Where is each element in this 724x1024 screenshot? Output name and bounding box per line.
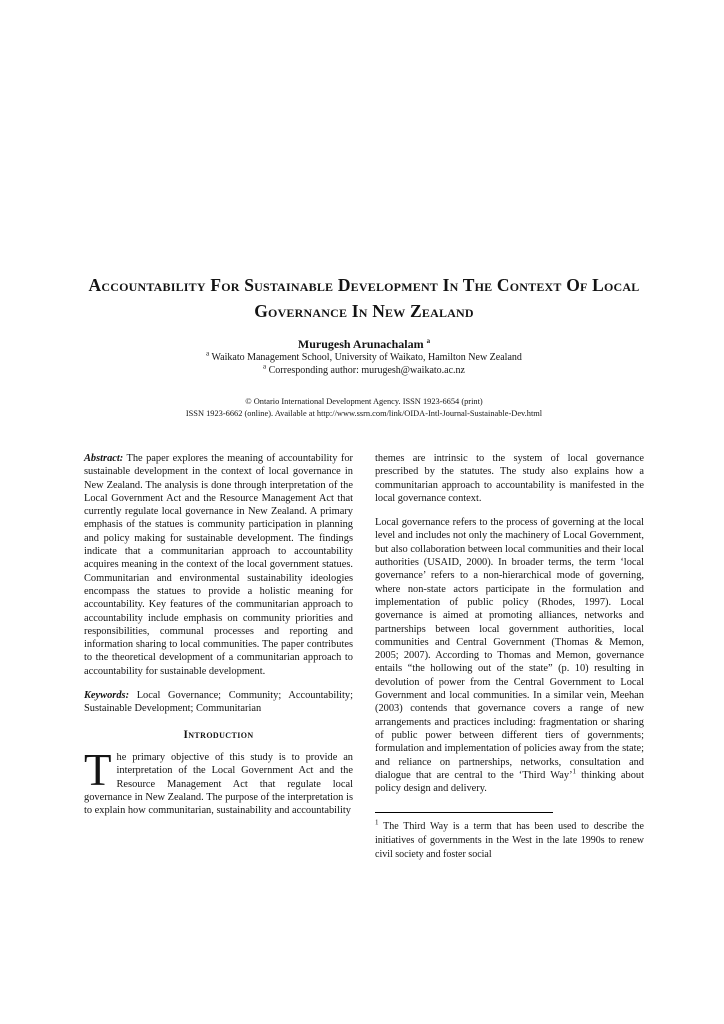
governance-text-2: thinking about policy design and delivery.	[375, 769, 644, 795]
author-affiliation-marker: a	[426, 337, 431, 345]
footnote-body: The Third Way is a term that has been used to describe the initiatives of governments in the West in the late 1990s to renew civil society and foster social	[375, 821, 644, 860]
abstract-label: Abstract:	[84, 453, 124, 464]
affiliation-marker: a	[206, 349, 210, 358]
drop-cap: T	[84, 744, 112, 795]
copyright-line-2: ISSN 1923-6662 (online). Available at http://www.ssrn.com/link/OIDA-Intl-Journal-Sustainable-Dev.html	[185, 408, 543, 418]
introduction-heading: Introduction	[183, 728, 254, 741]
imprint-block	[84, 396, 644, 419]
footnote-marker: 1	[375, 819, 379, 828]
continuation-paragraph: themes are intrinsic to the system of local governance prescribed by the statutes. The study also explains how a communitarian approach to accountability is manifested in the local governance context.	[375, 453, 644, 504]
body-columns	[84, 452, 645, 872]
copyright-line-1: © Ontario International Development Agency. ISSN 1923-6654 (print)	[245, 397, 483, 406]
keywords-label: Keywords:	[84, 690, 130, 702]
paper-title: Accountability For Sustainable Development In The Context Of Local Governance In New Zealand	[88, 275, 640, 321]
body-column-left	[84, 452, 353, 872]
introduction-paragraph	[84, 744, 353, 817]
body-column-right	[375, 452, 644, 872]
corresponding-text: Corresponding author: murugesh@waikato.ac.nz	[268, 365, 465, 376]
author-line	[84, 337, 644, 351]
governance-paragraph	[375, 516, 644, 795]
abstract-text: The paper explores the meaning of accountability for sustainable development in the context of local governance in New Zealand. The analysis is done through interpretation of the Local Government Act and the Resource Management Act that currently regulate local governance in New Zealand. A primary emphasis of the statues is community participation in planning and policy making for sustainable development. The findings indicate that a communitarian approach to accountability acquires meaning in the context of the local government statues. Communitarian and environmental sustainability ideologies encompass the statues to provide a holistic meaning for accountability. Key features of the communitarian approach to accountability include emphasis on community priorities and responsibilities, communal processes and reporting and information sharing to local communities. The paper contributes to the theoretical development of a communitarian approach to accountability for sustainable development.	[84, 453, 353, 677]
governance-text-1: Local governance refers to the process of governing at the local level and includes not only the machinery of Local Government, but also collaboration between local communities and their local authorities (USAID, 2000). In broader terms, the term ‘local governance’ refers to a non-hierarchical mode of governing, where non-state actors participate in the formulation and implementation of public policy (Rhodes, 1997). Local governance is aimed at promoting alliances, networks and partnerships between local government authorities, local communities and Central Government (Thomas & Memon, 2005; 2007). According to Thomas and Memon, governance entails “the hollowing out of the state” (p. 10) resulting in devolution of power from the Central Government to Local Government and local communities. In a similar vein, Meehan (2003) contends that governance covers a range of new arrangements and practices including: fragmentation or sharing of public power between different tiers of governments; formulation and implementation of policies away from the state; and reliance on partnerships, networks, consultation and dialogue that are central to the ‘Third Way’	[375, 517, 644, 781]
footnote-separator	[375, 812, 553, 813]
corresponding-author	[84, 364, 644, 377]
abstract-paragraph	[84, 452, 353, 678]
footnote-text	[375, 820, 644, 861]
title-block	[84, 272, 644, 419]
affiliation-text: Waikato Management School, University of Waikato, Hamilton New Zealand	[211, 352, 522, 363]
author-name: Murugesh Arunachalam	[297, 337, 424, 351]
author-affiliation	[84, 351, 644, 364]
keywords-paragraph	[84, 689, 353, 716]
corresponding-marker: a	[263, 362, 267, 371]
footnote-reference: 1	[572, 767, 577, 776]
introduction-text: he primary objective of this study is to provide an interpretation of the Local Government Act and the Resource Management Act that regulate local governance in New Zealand. The purpose of the interpretation is to explain how communitarian, sustainability and accountability	[84, 751, 353, 817]
keywords-text: Local Governance; Community; Accountability; Sustainable Development; Communitarian	[84, 690, 353, 715]
